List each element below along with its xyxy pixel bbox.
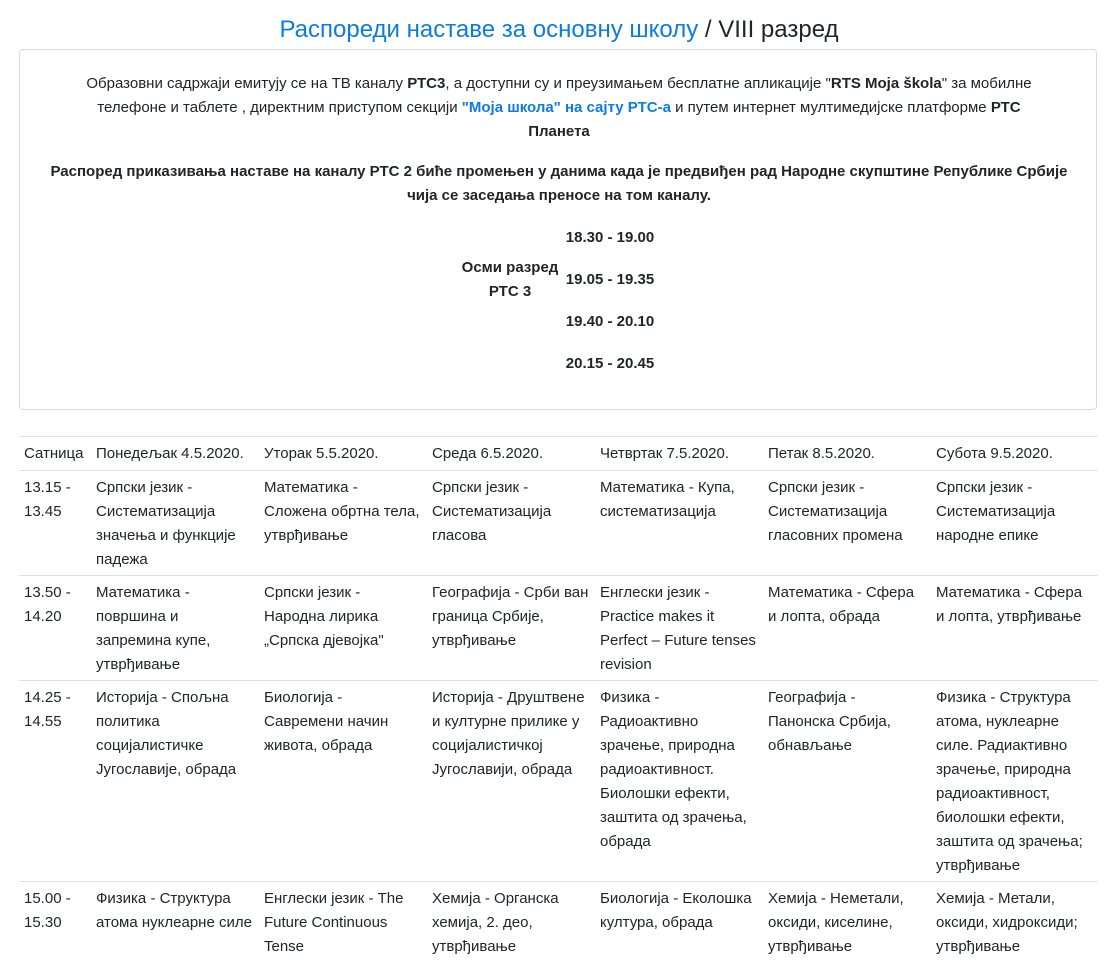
- column-header: Субота 9.5.2020.: [931, 437, 1098, 471]
- lesson-cell: Српски језик - Систематизација гласова: [427, 471, 595, 576]
- page-title: [0, 14, 1118, 46]
- info-box: [19, 49, 1097, 410]
- column-header: Среда 6.5.2020.: [427, 437, 595, 471]
- lesson-cell: Енглески језик - The Future Continuous Tense: [259, 882, 427, 963]
- lesson-cell: Географија - Срби ван граница Србије, утврђивање: [427, 576, 595, 681]
- lesson-cell: Српски језик - Народна лирика „Српска дјевојка": [259, 576, 427, 681]
- time-slot: 19.05 - 19.35: [565, 271, 655, 288]
- lesson-cell: Биологија - Савремени начин живота, обрада: [259, 681, 427, 882]
- lesson-cell: Физика - Структура атома нуклеарне силе: [91, 882, 259, 963]
- table-header-row: [19, 437, 1098, 471]
- time-slot: 20.15 - 20.45: [565, 355, 655, 372]
- table-row: [19, 576, 1098, 681]
- intro-paragraph: Образовни садржаји емитују се на ТВ каналу РТС3, а доступни су и преузимањем бесплатне апликације "RTS Moja škola" за мобилне телефоне и таблете , директним приступом секцији "Моја школа" на сајту РТС-а и путем интернет мултимедијске платформе РТС Планета: [86, 75, 1032, 140]
- grade-channel-label: Осми разред РТС 3: [461, 259, 559, 300]
- column-header: Сатница: [19, 437, 91, 471]
- schedule-notice: Распоред приказивања наставе на каналу РТС 2 биће промењен у данима када је предвиђен рад Народне скупштине Републике Србије чија се заседања преносе на том каналу.: [50, 163, 1068, 204]
- schedule-table: [19, 436, 1098, 962]
- column-header: Петак 8.5.2020.: [763, 437, 931, 471]
- lesson-cell: Историја - Спољна политика социјалистичке Југославије, обрада: [91, 681, 259, 882]
- lesson-cell: Географија - Панонска Србија, обнављање: [763, 681, 931, 882]
- time-cell: 13.15 - 13.45: [19, 471, 91, 576]
- table-row: [19, 882, 1098, 963]
- lesson-cell: Енглески језик - Practice makes it Perfect – Future tenses revision: [595, 576, 763, 681]
- lesson-cell: Математика - Сфера и лопта, утврђивање: [931, 576, 1098, 681]
- moja-skola-link[interactable]: "Моја школа" на сајту РТС-а: [461, 99, 671, 116]
- lesson-cell: Математика - Купа, систематизација: [595, 471, 763, 576]
- time-slot: 19.40 - 20.10: [565, 313, 655, 330]
- time-cell: 15.00 - 15.30: [19, 882, 91, 963]
- lesson-cell: Биологија - Еколошка култура, обрада: [595, 882, 763, 963]
- lesson-cell: Математика - површина и запремина купе, утврђивање: [91, 576, 259, 681]
- app-name: RTS Moja škola: [830, 75, 942, 92]
- column-header: Четвртак 7.5.2020.: [595, 437, 763, 471]
- channel-name: РТС3: [407, 75, 446, 92]
- platform-name: РТС Планета: [528, 99, 1021, 140]
- lesson-cell: Хемија - Метали, оксиди, хидроксиди; утврђивање: [931, 882, 1098, 963]
- table-row: [19, 471, 1098, 576]
- grade-title: / VIII разред: [698, 16, 839, 43]
- time-slot: 18.30 - 19.00: [565, 229, 655, 246]
- lesson-cell: Српски језик - Систематизација значења и функције падежа: [91, 471, 259, 576]
- lesson-cell: Хемија - Неметали, оксиди, киселине, утврђивање: [763, 882, 931, 963]
- lesson-cell: Физика - Радиоактивно зрачење, природна радиоактивност. Биолошки ефекти, заштита од зрачења, обрада: [595, 681, 763, 882]
- column-header: Понедељак 4.5.2020.: [91, 437, 259, 471]
- time-cell: 13.50 - 14.20: [19, 576, 91, 681]
- schedules-link[interactable]: Распореди наставе за основну школу: [279, 16, 699, 43]
- column-header: Уторак 5.5.2020.: [259, 437, 427, 471]
- lesson-cell: Хемија - Органска хемија, 2. део, утврђивање: [427, 882, 595, 963]
- lesson-cell: Српски језик - Систематизација народне епике: [931, 471, 1098, 576]
- lesson-cell: Српски језик - Систематизација гласовних промена: [763, 471, 931, 576]
- time-cell: 14.25 - 14.55: [19, 681, 91, 882]
- lesson-cell: Физика - Структура атома, нуклеарне силе. Радиактивно зрачење, природна радиоактивност, биолошки ефекти, заштита од зрачења; утврђивање: [931, 681, 1098, 882]
- lesson-cell: Математика - Сложена обртна тела, утврђивање: [259, 471, 427, 576]
- table-row: [19, 681, 1098, 882]
- lesson-cell: Историја - Друштвене и културне прилике у социјалистичкој Југославији, обрада: [427, 681, 595, 882]
- lesson-cell: Математика - Сфера и лопта, обрада: [763, 576, 931, 681]
